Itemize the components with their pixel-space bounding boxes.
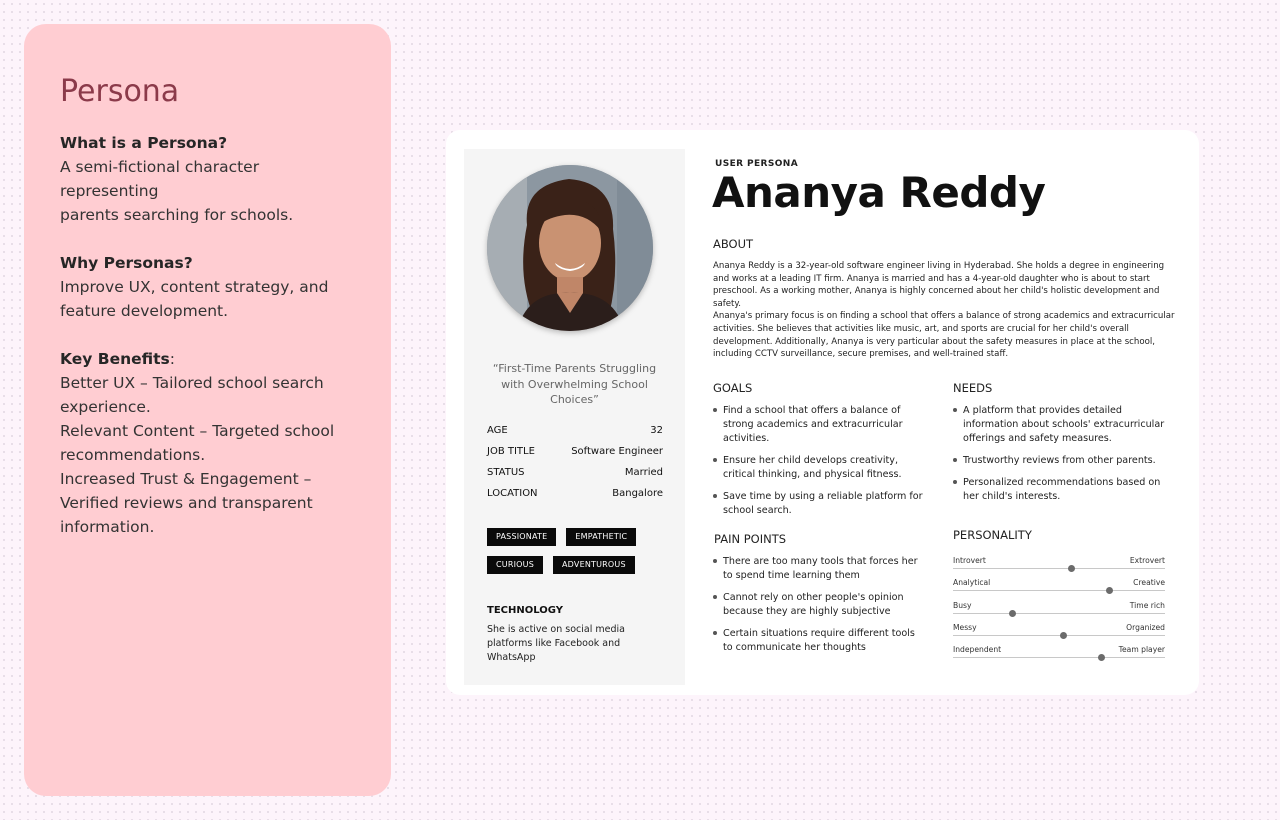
benefit-content-line2: recommendations.	[60, 446, 206, 464]
benefit-trust-line1: Increased Trust & Engagement –	[60, 470, 312, 488]
slider-messy-organized	[953, 623, 1165, 645]
slider-knob	[1098, 654, 1105, 661]
technology-text: She is active on social media platforms like Facebook and WhatsApp	[487, 624, 625, 663]
slider-knob	[1068, 565, 1075, 572]
list-item: Save time by using a reliable platform for school search.	[713, 490, 923, 518]
slider-busy-timerich	[953, 601, 1165, 623]
slider-right-label: Organized	[1126, 622, 1165, 632]
benefit-trust-line2: Verified reviews and transparent	[60, 494, 313, 512]
about-paragraph-2: Ananya's primary focus is on finding a school that offers a balance of strong academics and extracurricular activities. She believes that activities like music, art, and sports are crucial for her child's overall development. Additionally, Ananya is very particular about the safety measures in place at the school, including CCTV surveillance, secure premises, and well-trained staff.	[713, 311, 1175, 358]
pain-points-list	[713, 555, 923, 663]
persona-facts	[487, 424, 663, 508]
tag-adventurous: ADVENTUROUS	[553, 556, 635, 574]
about-text	[713, 260, 1175, 358]
slider-left-label: Analytical	[953, 578, 991, 588]
slider-right-label: Time rich	[1129, 600, 1165, 610]
tag-curious: CURIOUS	[487, 556, 543, 574]
answer-why-line1: Improve UX, content strategy, and	[60, 278, 329, 296]
slider-left-label: Independent	[953, 645, 1002, 655]
benefit-content-line1: Relevant Content – Targeted school	[60, 422, 335, 440]
about-title: ABOUT	[713, 237, 754, 251]
slider-left-label: Introvert	[953, 556, 986, 565]
persona-side-panel	[464, 149, 685, 685]
persona-name: Ananya Reddy	[712, 168, 1046, 217]
persona-eyebrow: USER PERSONA	[715, 159, 799, 169]
list-item: There are too many tools that forces her to spend time learning them	[713, 555, 923, 583]
fact-label: LOCATION	[487, 488, 538, 499]
slider-introvert-extrovert	[953, 556, 1165, 578]
slider-right-label: Extrovert	[1129, 556, 1165, 565]
avatar	[487, 165, 653, 331]
question-why: Why Personas?	[60, 254, 193, 272]
slider-left-label: Busy	[953, 600, 972, 610]
slider-analytical-creative	[953, 578, 1165, 600]
tag-passionate: PASSIONATE	[487, 528, 556, 546]
list-item: Certain situations require different tools to communicate her thoughts	[713, 627, 923, 655]
answer-what-line1: A semi-fictional character representing	[60, 158, 260, 200]
slider-track	[953, 613, 1165, 614]
persona-info-card	[24, 24, 391, 796]
trait-tags	[487, 528, 667, 574]
needs-title: NEEDS	[953, 381, 993, 395]
slider-track	[953, 590, 1165, 591]
fact-value: 32	[650, 425, 663, 436]
user-persona-card	[446, 130, 1199, 695]
question-what: What is a Persona?	[60, 134, 228, 152]
technology-title: TECHNOLOGY	[487, 605, 563, 616]
fact-label: AGE	[487, 425, 508, 436]
slider-knob	[1009, 610, 1016, 617]
personality-sliders	[953, 556, 1165, 667]
fact-value: Bangalore	[612, 488, 663, 499]
key-benefits-heading	[60, 347, 355, 371]
fact-location	[487, 487, 663, 508]
key-benefits-label: Key Benefits	[60, 350, 170, 368]
pain-points-title: PAIN POINTS	[714, 532, 787, 546]
avatar-photo	[487, 165, 653, 331]
answer-what-line2: parents searching for schools.	[60, 206, 294, 224]
slider-right-label: Creative	[1133, 578, 1165, 588]
fact-job-title	[487, 445, 663, 466]
tag-empathetic: EMPATHETIC	[566, 528, 636, 546]
personality-title: PERSONALITY	[953, 528, 1032, 542]
fact-value: Software Engineer	[571, 446, 663, 457]
slider-track	[953, 657, 1165, 658]
slider-knob	[1060, 632, 1067, 639]
list-item: Trustworthy reviews from other parents.	[953, 454, 1173, 468]
list-item: Ensure her child develops creativity, critical thinking, and physical fitness.	[713, 454, 923, 482]
slider-independent-teamplayer	[953, 645, 1165, 667]
slider-knob	[1106, 587, 1113, 594]
goals-list	[713, 404, 923, 526]
needs-list	[953, 404, 1173, 512]
key-benefits-colon: :	[169, 350, 175, 368]
persona-quote: “First-Time Parents Struggling with Overwhelming School Choices”	[492, 362, 657, 406]
list-item: Personalized recommendations based on her child's interests.	[953, 476, 1173, 504]
fact-label: STATUS	[487, 467, 525, 478]
list-item: Cannot rely on other people's opinion because they are highly subjective	[713, 591, 923, 619]
list-item: A platform that provides detailed information about schools' extracurricular offerings and safety measures.	[953, 404, 1173, 446]
fact-status	[487, 466, 663, 487]
benefit-trust-line3: information.	[60, 518, 155, 536]
goals-title: GOALS	[713, 381, 753, 395]
benefit-ux-line2: experience.	[60, 398, 151, 416]
about-paragraph-1: Ananya Reddy is a 32-year-old software engineer living in Hyderabad. She holds a degree in engineering and works at a leading IT firm. Ananya is married and has a 4-year-old daughter who is about to start preschool. As a working mother, Ananya is highly concerned about her child's holistic development and safety.	[713, 261, 1165, 309]
benefit-ux-line1: Better UX – Tailored school search	[60, 374, 324, 392]
fact-value: Married	[624, 467, 663, 478]
list-item: Find a school that offers a balance of strong academics and extracurricular activities.	[713, 404, 923, 446]
fact-label: JOB TITLE	[487, 446, 535, 457]
answer-why-line2: feature development.	[60, 302, 229, 320]
slider-right-label: Team player	[1118, 645, 1165, 655]
slider-left-label: Messy	[953, 622, 977, 632]
info-title: Persona	[60, 74, 180, 109]
slider-track	[953, 568, 1165, 569]
fact-age	[487, 424, 663, 445]
